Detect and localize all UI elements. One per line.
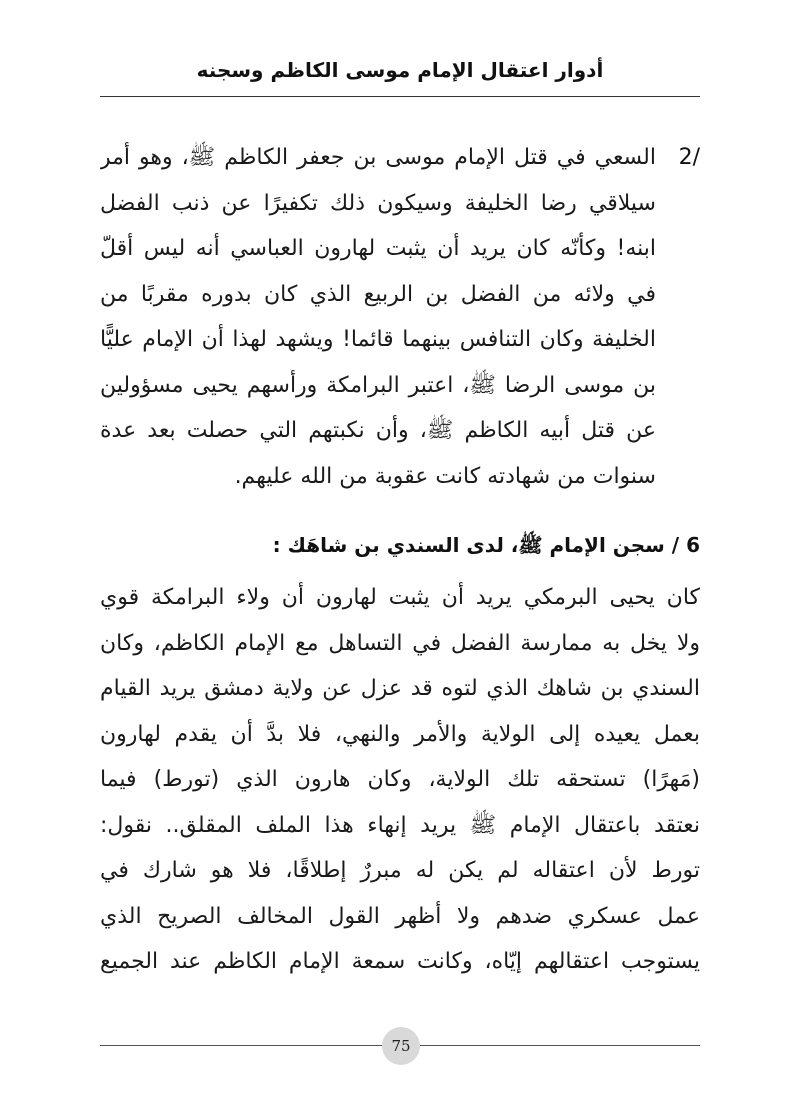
page-number: 75: [382, 1027, 420, 1065]
text-line: في ولائه من الفضل بن الربيع الذي كان بدوره مقربًا من: [100, 281, 656, 307]
item-number: 2/: [678, 145, 700, 170]
running-header: أدوار اعتقال الإمام موسى الكاظم وسجنه: [196, 58, 604, 82]
text-line: الخليفة وكان التنافس بينهما قائما! ويشهد لهذا أن الإمام عليًّا: [100, 327, 656, 352]
text-line: (مَهرًا) تستحقه تلك الولاية، وكان هارون الذي (تورط) فيما: [100, 767, 700, 792]
text-line: سنوات من شهادته كانت عقوبة من الله عليهم.: [234, 463, 656, 489]
text-line: كان يحيى البرمكي يريد أن يثبت لهارون أن ولاء البرامكة قوي: [100, 585, 700, 610]
footer-divider-right: [420, 1045, 700, 1046]
text-line: تورط لأن اعتقاله لم يكن له مبررٌ إطلاقًا، فلا هو شارك في: [100, 858, 700, 883]
header-divider: [100, 96, 700, 97]
text-line: ابنه! وكأنّه كان يريد أن يثبت لهارون العباسي أنه ليس أقلّ: [100, 236, 656, 261]
text-line: بن موسى الرضا ﷺ، اعتبر البرامكة ورأسهم يحيى مسؤولين: [100, 372, 656, 398]
paragraph-item-2: [100, 135, 656, 499]
section-heading: 6 / سجن الإمام ﷺ، لدى السندي بن شاهَك :: [272, 533, 700, 557]
text-line: ولا يخل به ممارسة الفضل في التساهل مع الإمام الكاظم، وكان: [100, 630, 700, 656]
paragraph-section-6: [100, 575, 700, 985]
text-line: عمل عسكري ضدهم ولا أظهر القول المخالف الصريح الذي: [100, 903, 700, 929]
text-line: بعمل يعيده إلى الولاية والأمر والنهي، فلا بدَّ أن يقدم لهارون: [100, 721, 700, 747]
text-line: السندي بن شاهك الذي لتوه قد عزل عن ولاية دمشق يريد القيام: [100, 676, 700, 701]
text-line: عن قتل أبيه الكاظم ﷺ، وأن نكبتهم التي حصلت بعد عدة: [100, 418, 656, 443]
text-line: السعي في قتل الإمام موسى بن جعفر الكاظم ﷺ، وهو أمر: [100, 145, 656, 170]
footer-divider-left: [100, 1045, 382, 1046]
text-line: نعتقد باعتقال الإمام ﷺ يريد إنهاء هذا الملف المقلق.. نقول:: [100, 812, 700, 838]
text-line: يستوجب اعتقالهم إيّاه، وكانت سمعة الإمام الكاظم عند الجميع: [100, 949, 700, 974]
text-line: سيلاقي رضا الخليفة وسيكون ذلك تكفيرًا عن ذنب الفضل: [100, 190, 656, 216]
